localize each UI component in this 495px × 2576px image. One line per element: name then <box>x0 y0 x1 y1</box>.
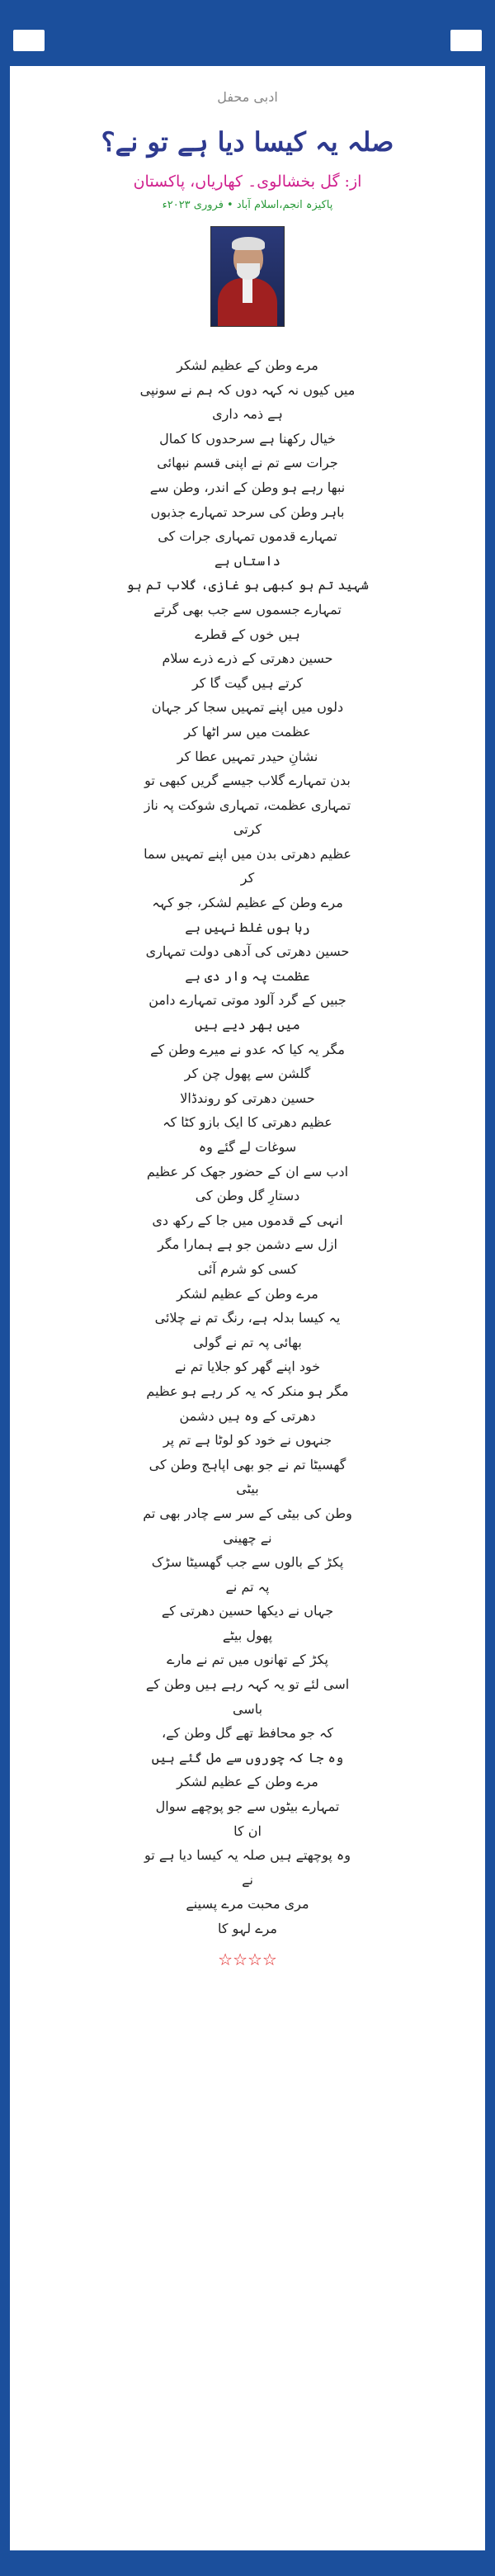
poem-line: جبیں کے گرد آلود موتی تمہارے دامن <box>148 992 346 1009</box>
poem-line: ہیں خوں کے قطرے <box>195 626 300 642</box>
poem-line: سوغات لے گئے وہ <box>198 1139 297 1155</box>
end-stars: ☆☆☆☆ <box>218 1949 277 1969</box>
poem-line: پہ تم نے <box>225 1578 270 1595</box>
poem-line: ان کا <box>233 1822 262 1839</box>
poem-line: مگر یہ کیا کہ عدو نے میرے وطن کے <box>150 1041 345 1057</box>
author-line: از: گل بخشالوی۔ کھاریاں، پاکستان <box>133 173 362 191</box>
author-photo-wrap <box>10 226 485 327</box>
poem-line: دلوں میں اپنے تمہیں سجا کر جہان <box>151 699 344 716</box>
poem-line: دھرتی کے وہ ہیں دشمن <box>179 1407 316 1424</box>
poem-line: گلشن سے پھول چن کر <box>184 1066 311 1082</box>
poem-line: تمہارے بیٹوں سے جو پوچھے سوال <box>155 1798 340 1815</box>
poem-line: پکڑ کے بالوں سے جب گھسیٹا سڑک <box>151 1554 344 1571</box>
poem-line: عظمت پہ وار دی ہے <box>185 967 310 984</box>
poem-line: ہے ذمہ داری <box>212 406 283 423</box>
article-title: صلہ یہ کیسا دیا ہے تو نے؟ <box>101 126 394 158</box>
poem-line: باہر وطن کی سرحد تمہارے جذبوں <box>150 503 345 520</box>
poem-line: اسی لئے تو یہ کہہ رہے ہیں وطن کے <box>145 1676 350 1693</box>
poem-line: تمہارے قدموں تمہاری جرات کی <box>158 528 337 545</box>
poem-line: میں کیوں نہ کہہ دوں کہ ہم نے سونپی <box>139 381 356 398</box>
poem-line: یہ کیسا بدلہ ہے، رنگ تم نے چلائی <box>154 1310 341 1326</box>
poem-line: نے <box>242 1871 253 1888</box>
poem-line: مگر ہو منکر کہ یہ کر رہے ہو عظیم <box>146 1383 349 1399</box>
poem-line: مری محبت مرے پسینے <box>186 1896 309 1912</box>
poem-line: مرے وطن کے عظیم لشکر <box>177 1774 318 1790</box>
poem-line: باسی <box>232 1700 263 1717</box>
poem-line: کرتی <box>233 821 262 838</box>
poem-line: بھائی پہ تم نے گولی <box>193 1334 302 1350</box>
poem-line: نبھا رہے ہو وطن کے اندر، وطن سے <box>149 479 346 495</box>
poem-line: عظیم دھرتی بدن میں اپنے تمہیں سما <box>144 845 351 862</box>
poem-line: گھسیٹا تم نے جو بھی اپاہج وطن کی <box>148 1456 346 1472</box>
poem-line: مرے وطن کے عظیم لشکر <box>177 357 318 373</box>
poem-line: کسی کو شرم آئی <box>197 1260 298 1277</box>
poem-body <box>10 353 485 1941</box>
poem-line: میں بھر دیے ہیں <box>195 1017 300 1033</box>
poem-line: وہ جا کہ چوروں سے مل گئے ہیں <box>151 1749 344 1765</box>
poem-line: خیال رکھنا ہے سرحدوں کا کمال <box>159 430 336 447</box>
poem-line: کہ جو محافظ تھے گل وطن کے، <box>161 1725 333 1742</box>
poem-line: کر <box>240 870 255 886</box>
poem-line: جرات سے تم نے اپنی قسم نبھائی <box>157 455 338 471</box>
poem-line: نشانِ حیدر تمہیں عطا کر <box>177 748 318 764</box>
menu-button-right[interactable] <box>450 30 482 51</box>
poem-line: داستاں ہے <box>214 552 281 569</box>
poem-line: عظمت میں سر اٹھا کر <box>184 723 311 740</box>
poem-line: خود اپنے گھر کو جلایا تم نے <box>174 1359 321 1375</box>
poem-line: تمہاری عظمت، تمہاری شوکت پہ ناز <box>144 796 351 813</box>
top-bar <box>0 0 495 66</box>
poem-line: رہا ہوں غلط نہیں ہے <box>185 919 310 935</box>
poem-line: حسین دھرتی کی آدھی دولت تمہاری <box>145 943 350 960</box>
poem-line: انہی کے قدموں میں جا کے رکھ دی <box>152 1212 343 1228</box>
poem-line: وہ پوچھتے ہیں صلہ یہ کیسا دیا ہے تو <box>144 1847 351 1864</box>
poem-line: نے چھینی <box>223 1529 272 1546</box>
poem-line: عظیم دھرتی کا ایک بازو کٹا کہ <box>163 1114 332 1131</box>
poem-line: ادب سے ان کے حضور جھک کر عظیم <box>146 1163 349 1179</box>
poem-line: بدن تمہارے گلاب جیسے گریں کبھی تو <box>144 773 351 789</box>
article-page <box>10 66 485 2550</box>
author-photo <box>210 226 285 327</box>
poem-line: شہید تم ہو کبھی ہو غازی، گلاب تم ہو <box>126 577 369 593</box>
poem-line: تمہارے جسموں سے جب بھی گرتے <box>153 601 342 617</box>
dateline: پاکیزہ انجم،اسلام آباد • فروری ۲۰۲۳ء <box>162 199 333 211</box>
poem-line: جہاں نے دیکھا حسین دھرتی کے <box>161 1603 334 1619</box>
poem-line: کرتے ہیں گیت گا کر <box>191 674 304 691</box>
poem-line: مرے وطن کے عظیم لشکر <box>177 1285 318 1302</box>
poem-line: مرے لہو کا <box>218 1921 277 1936</box>
poem-line: پھول بیٹے <box>222 1627 273 1643</box>
poem-line: ازل سے دشمن جو ہے ہمارا مگر <box>158 1236 337 1253</box>
poem-line: بیٹی <box>236 1481 259 1497</box>
poem-line: حسین دھرتی کے ذرے ذرے سلام <box>162 650 333 667</box>
poem-line: دستارِ گل وطن کی <box>195 1188 300 1204</box>
poem-line: پکڑ کے تھانوں میں تم نے مارے <box>167 1652 328 1668</box>
section-label: ادبی محفل <box>217 89 278 105</box>
poem-line: جنہوں نے خود کو لوٹا ہے تم پر <box>163 1432 332 1449</box>
poem-line: حسین دھرتی کو روندڈالا <box>180 1089 315 1106</box>
poem-line: وطن کی بیٹی کے سر سے چادر بھی تم <box>143 1505 352 1521</box>
menu-button-left[interactable] <box>13 30 45 51</box>
poem-line: مرے وطن کے عظیم لشکر، جو کہہ <box>152 895 343 911</box>
